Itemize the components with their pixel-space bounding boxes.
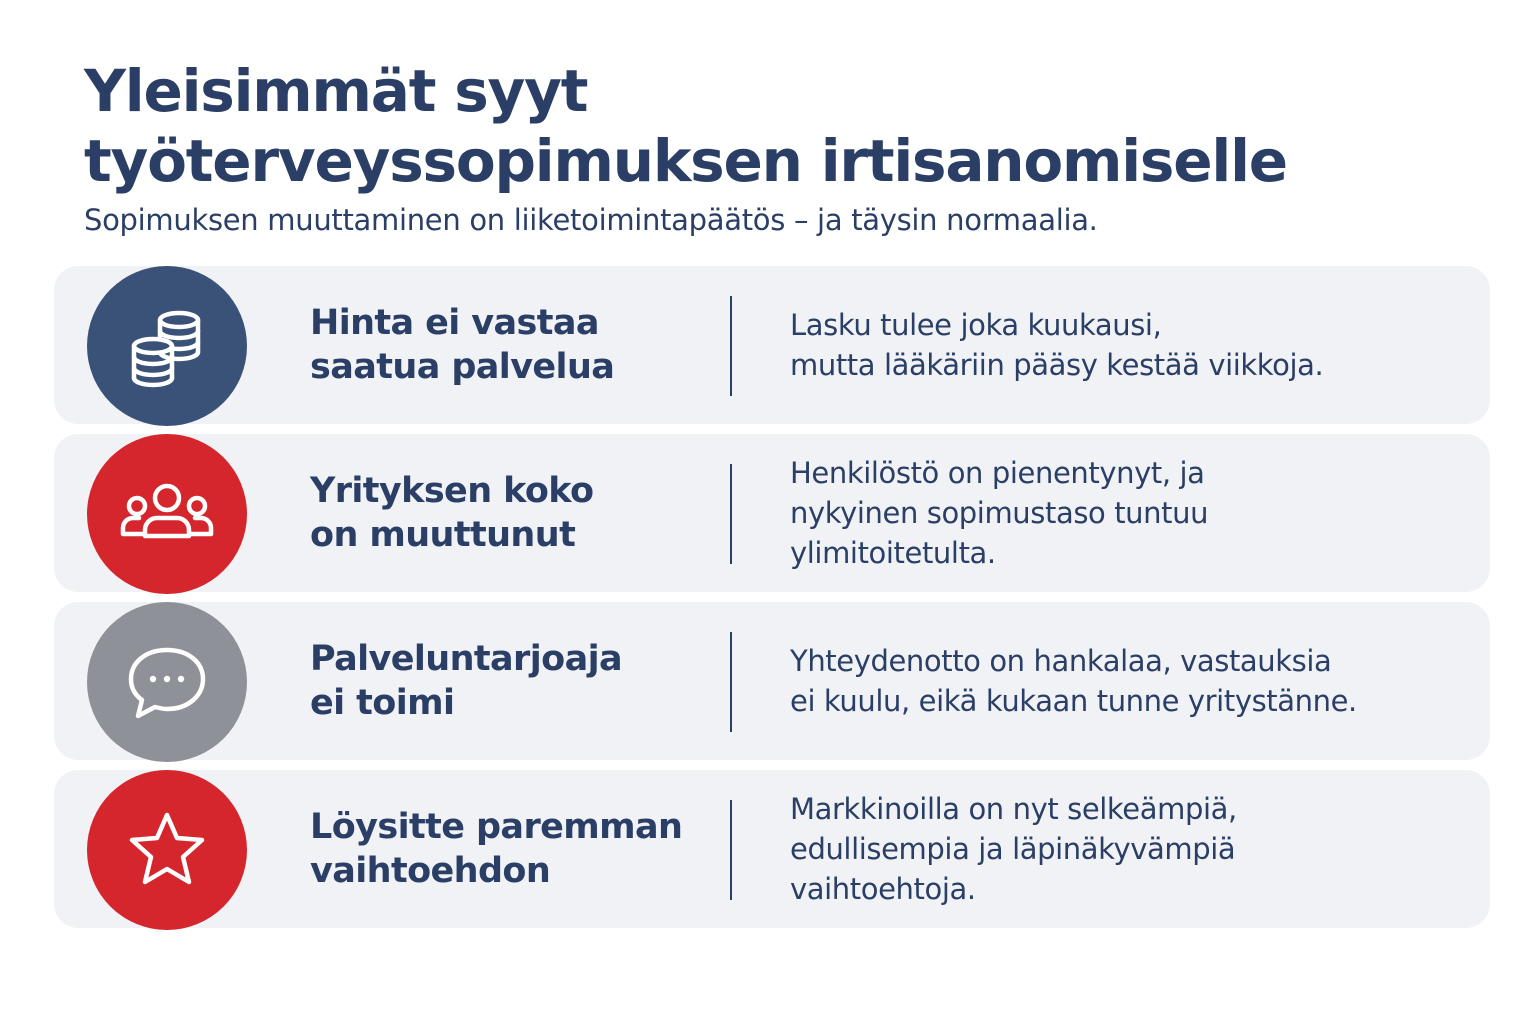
reason-icon-circle	[87, 434, 247, 594]
reason-description-line: edullisempia ja läpinäkyvämpiä	[790, 832, 1236, 866]
reason-description-line: Markkinoilla on nyt selkeämpiä,	[790, 792, 1237, 826]
reason-description-line: vaihtoehtoja.	[790, 872, 976, 906]
row-divider	[730, 296, 732, 396]
reason-row-price	[54, 266, 1490, 424]
reason-icon-circle	[87, 266, 247, 426]
reason-heading-line: saatua palvelua	[310, 347, 615, 387]
coins-icon	[117, 296, 217, 396]
reason-heading-line: Löysitte paremman	[310, 807, 683, 847]
reason-row-company-size	[54, 434, 1490, 592]
page-title	[84, 56, 1464, 196]
row-divider	[730, 800, 732, 900]
reason-heading-line: ei toimi	[310, 683, 455, 723]
reason-description-line: Lasku tulee joka kuukausi,	[790, 308, 1162, 342]
reason-description	[790, 434, 1470, 592]
page-title-line-1: Yleisimmät syyt	[84, 57, 588, 125]
reason-icon-circle	[87, 770, 247, 930]
reason-description	[790, 602, 1470, 760]
reason-heading	[310, 770, 720, 928]
reason-description	[790, 266, 1470, 424]
row-divider	[730, 632, 732, 732]
reason-description-line: Yhteydenotto on hankalaa, vastauksia	[790, 644, 1332, 678]
reason-heading-line: vaihtoehdon	[310, 851, 551, 891]
reason-icon-circle	[87, 602, 247, 762]
row-divider	[730, 464, 732, 564]
reason-description	[790, 770, 1470, 928]
reason-heading-line: Palveluntarjoaja	[310, 639, 622, 679]
reason-heading	[310, 266, 720, 424]
reason-heading	[310, 434, 720, 592]
page-subtitle: Sopimuksen muuttaminen on liiketoimintapäätös – ja täysin normaalia.	[84, 203, 1098, 237]
star-icon	[117, 800, 217, 900]
reason-row-provider	[54, 602, 1490, 760]
reason-heading-line: Yrityksen koko	[310, 471, 594, 511]
reason-description-line: ylimitoitetulta.	[790, 536, 996, 570]
reason-description-line: nykyinen sopimustaso tuntuu	[790, 496, 1209, 530]
reason-heading-line: Hinta ei vastaa	[310, 303, 599, 343]
reason-heading	[310, 602, 720, 760]
people-group-icon	[112, 464, 222, 564]
reason-description-line: mutta lääkäriin pääsy kestää viikkoja.	[790, 348, 1324, 382]
reason-description-line: ei kuulu, eikä kukaan tunne yritystänne.	[790, 684, 1357, 718]
reason-heading-line: on muuttunut	[310, 515, 576, 555]
reason-row-better-option	[54, 770, 1490, 928]
reason-description-line: Henkilöstö on pienentynyt, ja	[790, 456, 1205, 490]
chat-bubble-icon	[117, 632, 217, 732]
page-title-line-2: työterveyssopimuksen irtisanomiselle	[84, 127, 1287, 195]
reasons-list	[54, 266, 1490, 928]
